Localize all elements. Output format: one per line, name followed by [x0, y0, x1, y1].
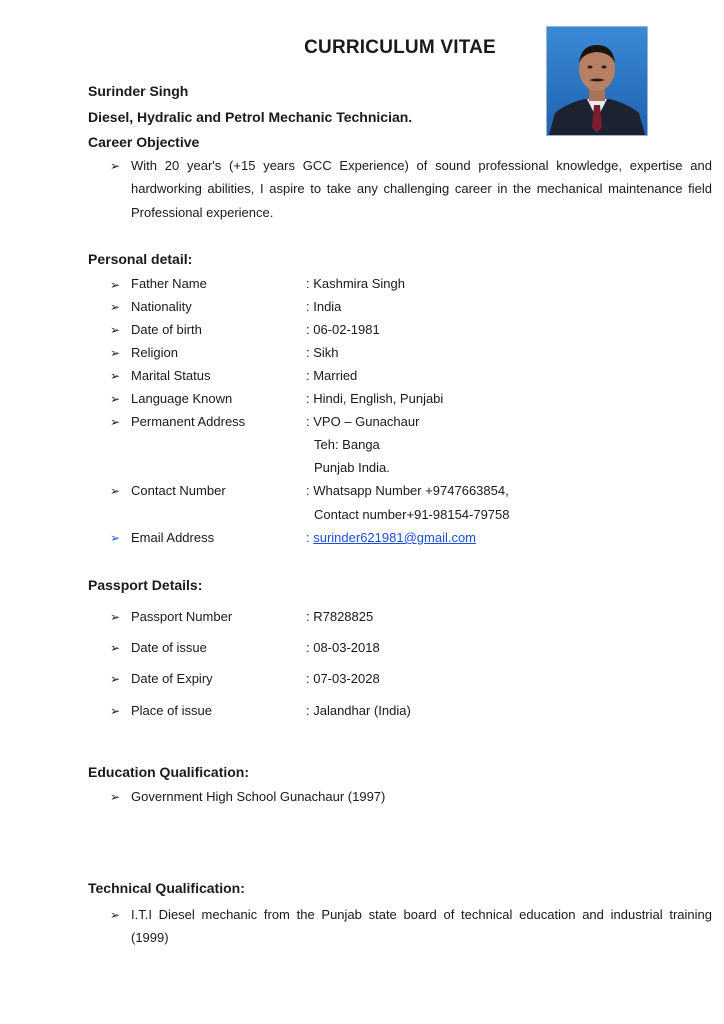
technical-heading: Technical Qualification: — [88, 880, 245, 896]
place-of-issue-value: : Jalandhar (India) — [306, 703, 411, 718]
language-label: Language Known — [131, 391, 233, 406]
date-of-expiry-label: Date of Expiry — [131, 671, 213, 686]
religion-label: Religion — [131, 345, 178, 360]
bullet-arrow-icon: ➢ — [110, 484, 121, 498]
technical-item-line: (1999) — [131, 930, 169, 945]
nationality-label: Nationality — [131, 299, 192, 314]
contact-number-label: Contact Number — [131, 483, 226, 498]
address-label: Permanent Address — [131, 414, 246, 429]
candidate-name: Surinder Singh — [88, 83, 189, 99]
father-name-label: Father Name — [131, 276, 207, 291]
email-link[interactable]: surinder621981@gmail.com — [313, 530, 477, 545]
bullet-arrow-icon: ➢ — [110, 531, 121, 545]
bullet-arrow-icon: ➢ — [110, 415, 121, 429]
marital-status-label: Marital Status — [131, 368, 211, 383]
personal-detail-heading: Personal detail: — [88, 251, 193, 267]
candidate-profession: Diesel, Hydralic and Petrol Mechanic Technician. — [88, 109, 413, 125]
bullet-arrow-icon: ➢ — [110, 641, 121, 655]
passport-heading: Passport Details: — [88, 577, 203, 593]
profile-photo — [546, 26, 648, 136]
address-line: : VPO – Gunachaur — [306, 414, 420, 429]
religion-value: : Sikh — [306, 345, 339, 360]
technical-item-line: I.T.I Diesel mechanic from the Punjab state board of technical education and industrial training — [131, 907, 712, 922]
father-name-value: : Kashmira Singh — [306, 276, 405, 291]
bullet-arrow-icon: ➢ — [110, 610, 121, 624]
nationality-value: : India — [306, 299, 342, 314]
email-prefix: : — [306, 530, 314, 545]
bullet-arrow-icon: ➢ — [110, 346, 121, 360]
email-label: Email Address — [131, 530, 215, 545]
contact-number-value: Contact number+91-98154-79758 — [314, 507, 510, 522]
contact-number-value: : Whatsapp Number +9747663854, — [306, 483, 509, 498]
page-title: CURRICULUM VITAE — [304, 37, 496, 58]
language-value: : Hindi, English, Punjabi — [306, 391, 444, 406]
bullet-arrow-icon: ➢ — [110, 790, 121, 804]
dob-value: : 06-02-1981 — [306, 322, 380, 337]
bullet-arrow-icon: ➢ — [110, 323, 121, 337]
bullet-arrow-icon: ➢ — [110, 300, 121, 314]
dob-label: Date of birth — [131, 322, 202, 337]
career-objective-line: hardworking abilities, I aspire to take any challenging career in the mechanical maintenance field — [131, 181, 712, 196]
bullet-arrow-icon: ➢ — [110, 159, 121, 173]
date-of-issue-label: Date of issue — [131, 640, 207, 655]
bullet-arrow-icon: ➢ — [110, 392, 121, 406]
address-line: Punjab India. — [314, 460, 390, 475]
bullet-arrow-icon: ➢ — [110, 672, 121, 686]
education-heading: Education Qualification: — [88, 764, 250, 780]
profile-photo-image — [547, 27, 647, 135]
bullet-arrow-icon: ➢ — [110, 278, 121, 292]
email-value — [306, 530, 476, 545]
career-objective-line: Professional experience. — [131, 205, 274, 220]
date-of-issue-value: : 08-03-2018 — [306, 640, 380, 655]
address-line: Teh: Banga — [314, 437, 380, 452]
place-of-issue-label: Place of issue — [131, 703, 212, 718]
passport-number-value: : R7828825 — [306, 609, 374, 624]
date-of-expiry-value: : 07-03-2028 — [306, 671, 380, 686]
bullet-arrow-icon: ➢ — [110, 369, 121, 383]
passport-number-label: Passport Number — [131, 609, 233, 624]
career-objective-heading: Career Objective — [88, 134, 200, 150]
marital-status-value: : Married — [306, 368, 358, 383]
bullet-arrow-icon: ➢ — [110, 908, 121, 922]
career-objective-line: With 20 year's (+15 years GCC Experience) of sound professional knowledge, expertise and — [131, 158, 712, 173]
bullet-arrow-icon: ➢ — [110, 704, 121, 718]
education-item: Government High School Gunachaur (1997) — [131, 789, 386, 804]
